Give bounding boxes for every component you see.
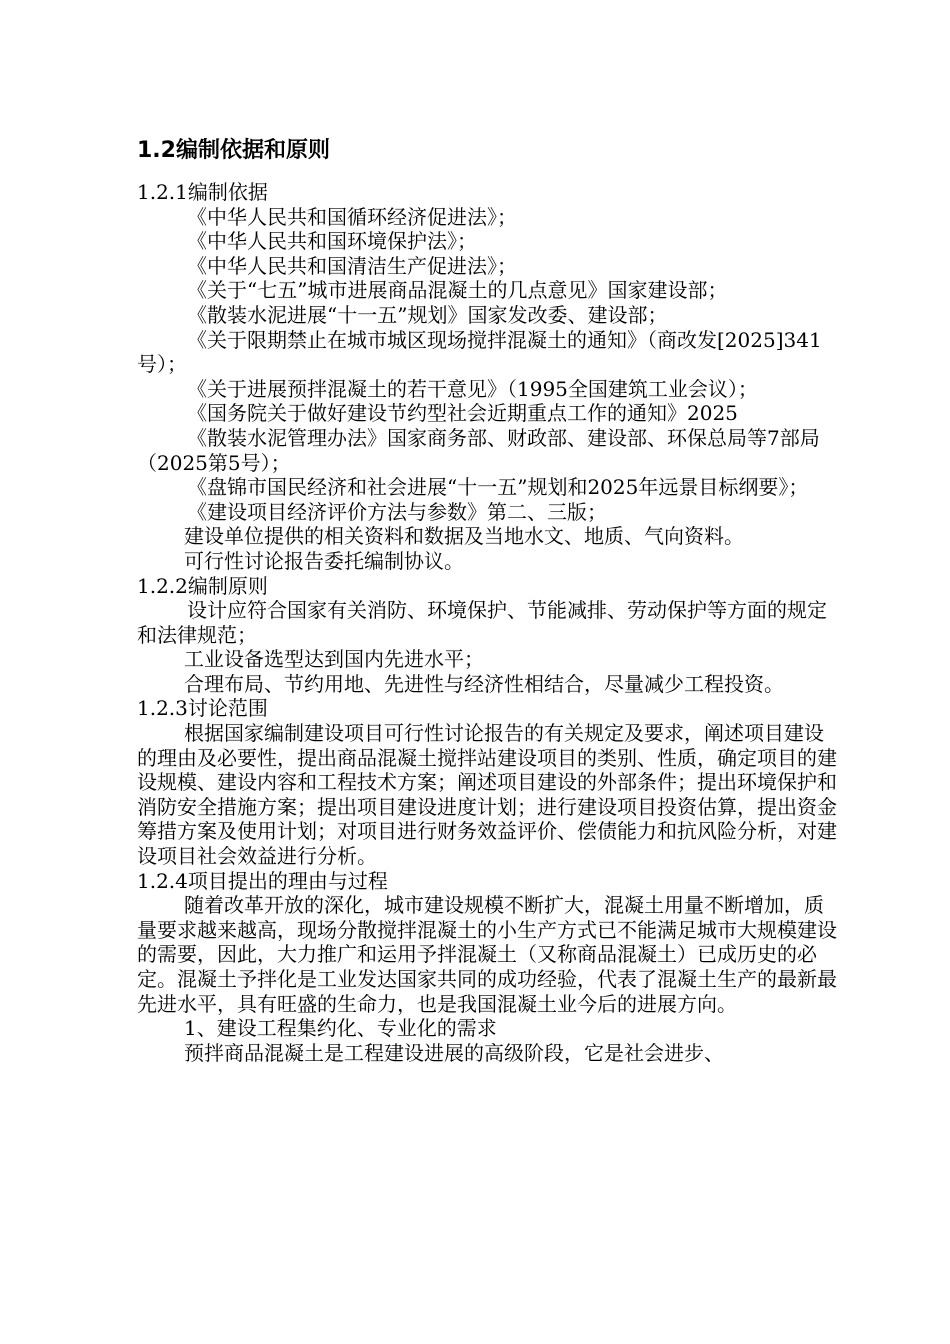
principle-item: 工业设备选型达到国内先进水平； — [184, 647, 484, 672]
subsection-heading-basis: 1.2.1编制依据 — [137, 180, 268, 204]
basis-item: 建设单位提供的相关资料和数据及当地水文、地质、气向资料。 — [184, 524, 744, 549]
document-body — [137, 180, 837, 1065]
basis-item: 《建设项目经济评价方法与参数》第二、三版； — [187, 499, 607, 524]
basis-item: 《中华人民共和国环境保护法》； — [187, 229, 477, 254]
basis-item: 可行性讨论报告委托编制协议。 — [184, 548, 464, 573]
section-title: 1.2编制依据和原则 — [137, 138, 330, 163]
basis-item: 《散装水泥管理办法》国家商务部、财政部、建设部、环保总局等7部局（2025第5号）； — [137, 425, 820, 475]
basis-item: 《盘锦市国民经济和社会进展“十一五”规划和2025年远景目标纲要》； — [187, 475, 809, 500]
subsection-heading-rationale: 1.2.4项目提出的理由与过程 — [137, 868, 388, 893]
basis-item: 《散装水泥进展“十一五”规划》国家发改委、建设部； — [187, 302, 668, 327]
principle-item: 设计应符合国家有关消防、环境保护、节能减排、劳动保护等方面的规定和法律规范； — [137, 598, 827, 647]
basis-item: 《中华人民共和国循环经济促进法》； — [187, 204, 517, 229]
basis-item: 《关于限期禁止在城市城区现场搅拌混凝土的通知》（商改发[2025]341号）； — [137, 327, 822, 377]
subsection-heading-scope: 1.2.3讨论范围 — [137, 696, 268, 721]
principle-item: 合理布局、节约用地、先进性与经济性相结合，尽量减少工程投资。 — [184, 671, 784, 696]
subsection-heading-principles: 1.2.2编制原则 — [137, 573, 268, 598]
rationale-paragraph: 随着改革开放的深化，城市建设规模不断扩大，混凝土用量不断增加，质量要求越来越高，现场分散搅拌混凝土的小生产方式已不能满足城市大规模建设的需要，因此，大力推广和运用予拌混凝土（又称商品混凝土）已成历史的必定。混凝土予拌化是工业发达国家共同的成功经验，代表了混凝土生产的最新最先进水平，具有旺盛的生命力，也是我国混凝土业今后的进展方向。 — [137, 893, 837, 1016]
rationale-paragraph-start: 预拌商品混凝土是工程建设进展的高级阶段，它是社会进步、 — [184, 1040, 724, 1065]
basis-item: 《中华人民共和国清洁生产促进法》； — [187, 253, 517, 278]
basis-item: 《国务院关于做好建设节约型社会近期重点工作的通知》2025 — [187, 401, 738, 426]
scope-paragraph: 根据国家编制建设项目可行性讨论报告的有关规定及要求，阐述项目建设的理由及必要性，提出商品混凝土搅拌站建设项目的类别、性质，确定项目的建设规模、建设内容和工程技术方案；阐述项目建设的外部条件；提出环境保护和消防安全措施方案；提出项目建设进度计划；进行建设项目投资估算，提出资金筹措方案及使用计划；对项目进行财务效益评价、偿债能力和抗风险分析，对建设项目社会效益进行分析。 — [137, 721, 837, 869]
basis-item: 《关于“七五”城市进展商品混凝土的几点意见》国家建设部； — [187, 278, 728, 303]
rationale-subheading: 1、建设工程集约化、专业化的需求 — [184, 1016, 497, 1041]
basis-item: 《关于进展预拌混凝土的若干意见》（1995全国建筑工业会议）； — [187, 376, 758, 401]
